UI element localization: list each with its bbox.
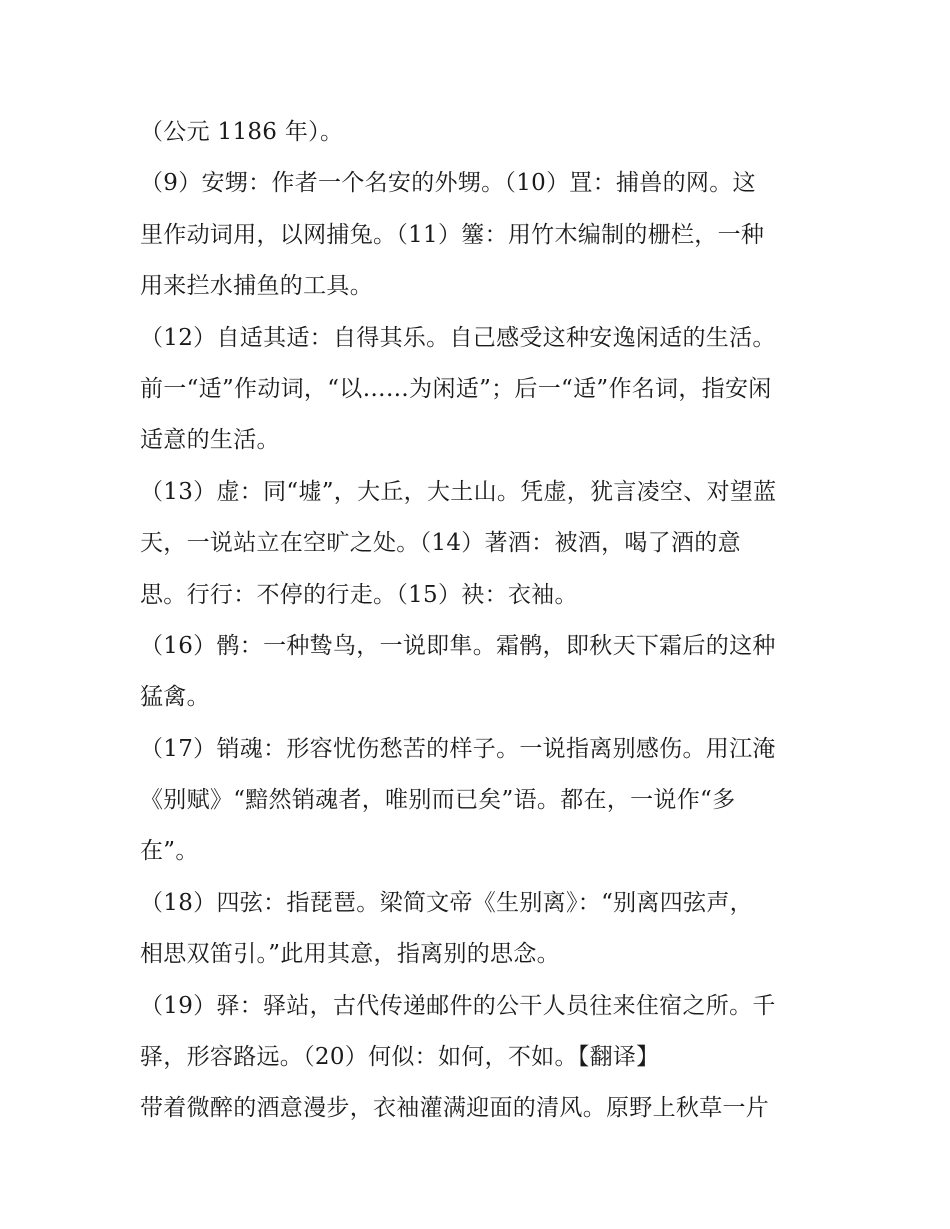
text-line: 驿，形容路远。（20）何似：如何，不如。【翻译】 [140,1044,660,1071]
text-line: （9）安甥：作者一个名安的外甥。（10）罝：捕兽的网。这 [140,170,756,197]
text-line: 思。行行：不停的行走。（15）袂：衣袖。 [140,581,578,608]
text-line: 带着微醉的酒意漫步，衣袖灌满迎面的清风。原野上秋草一片 [140,1095,770,1122]
text-line: 《别赋》“黯然销魂者，唯别而已矣”语。都在，一说作“多 [140,787,736,814]
text-line: 前一“适”作动词，“以……为闲适”；后一“适”作名词，指安闲 [140,375,772,402]
text-line: （19）驿：驿站，古代传递邮件的公干人员往来住宿之所。千 [140,992,776,1019]
text-line: 在”。 [140,838,199,865]
text-line: （17）销魂：形容忧伤愁苦的样子。一说指离别感伤。用江淹 [140,735,776,762]
text-line: 适意的生活。 [140,427,280,454]
text-line: （公元 1186 年）。 [140,119,344,145]
text-line: 用来拦水捕鱼的工具。 [140,273,373,300]
text-line: （12）自适其适：自得其乐。自己感受这种安逸闲适的生活。 [140,324,776,351]
text-line: （18）四弦：指琵琶。梁简文帝《生别离》：“别离四弦声， [140,889,753,916]
document-page [140,107,820,1135]
text-line: 天，一说站立在空旷之处。（14）著酒：被酒，喝了酒的意 [140,530,741,557]
text-line: 猛禽。 [140,684,210,711]
text-line: （13）虚：同“墟”，大丘，大土山。凭虚，犹言凌空、对望蓝 [140,478,777,505]
text-line: 相思双笛引。”此用其意，指离别的思念。 [140,941,560,968]
text-line: 里作动词用，以网捕兔。（11）簺：用竹木编制的栅栏，一种 [140,221,765,248]
text-line: （16）鹘：一种鸷鸟，一说即隼。霜鹘，即秋天下霜后的这种 [140,632,776,659]
